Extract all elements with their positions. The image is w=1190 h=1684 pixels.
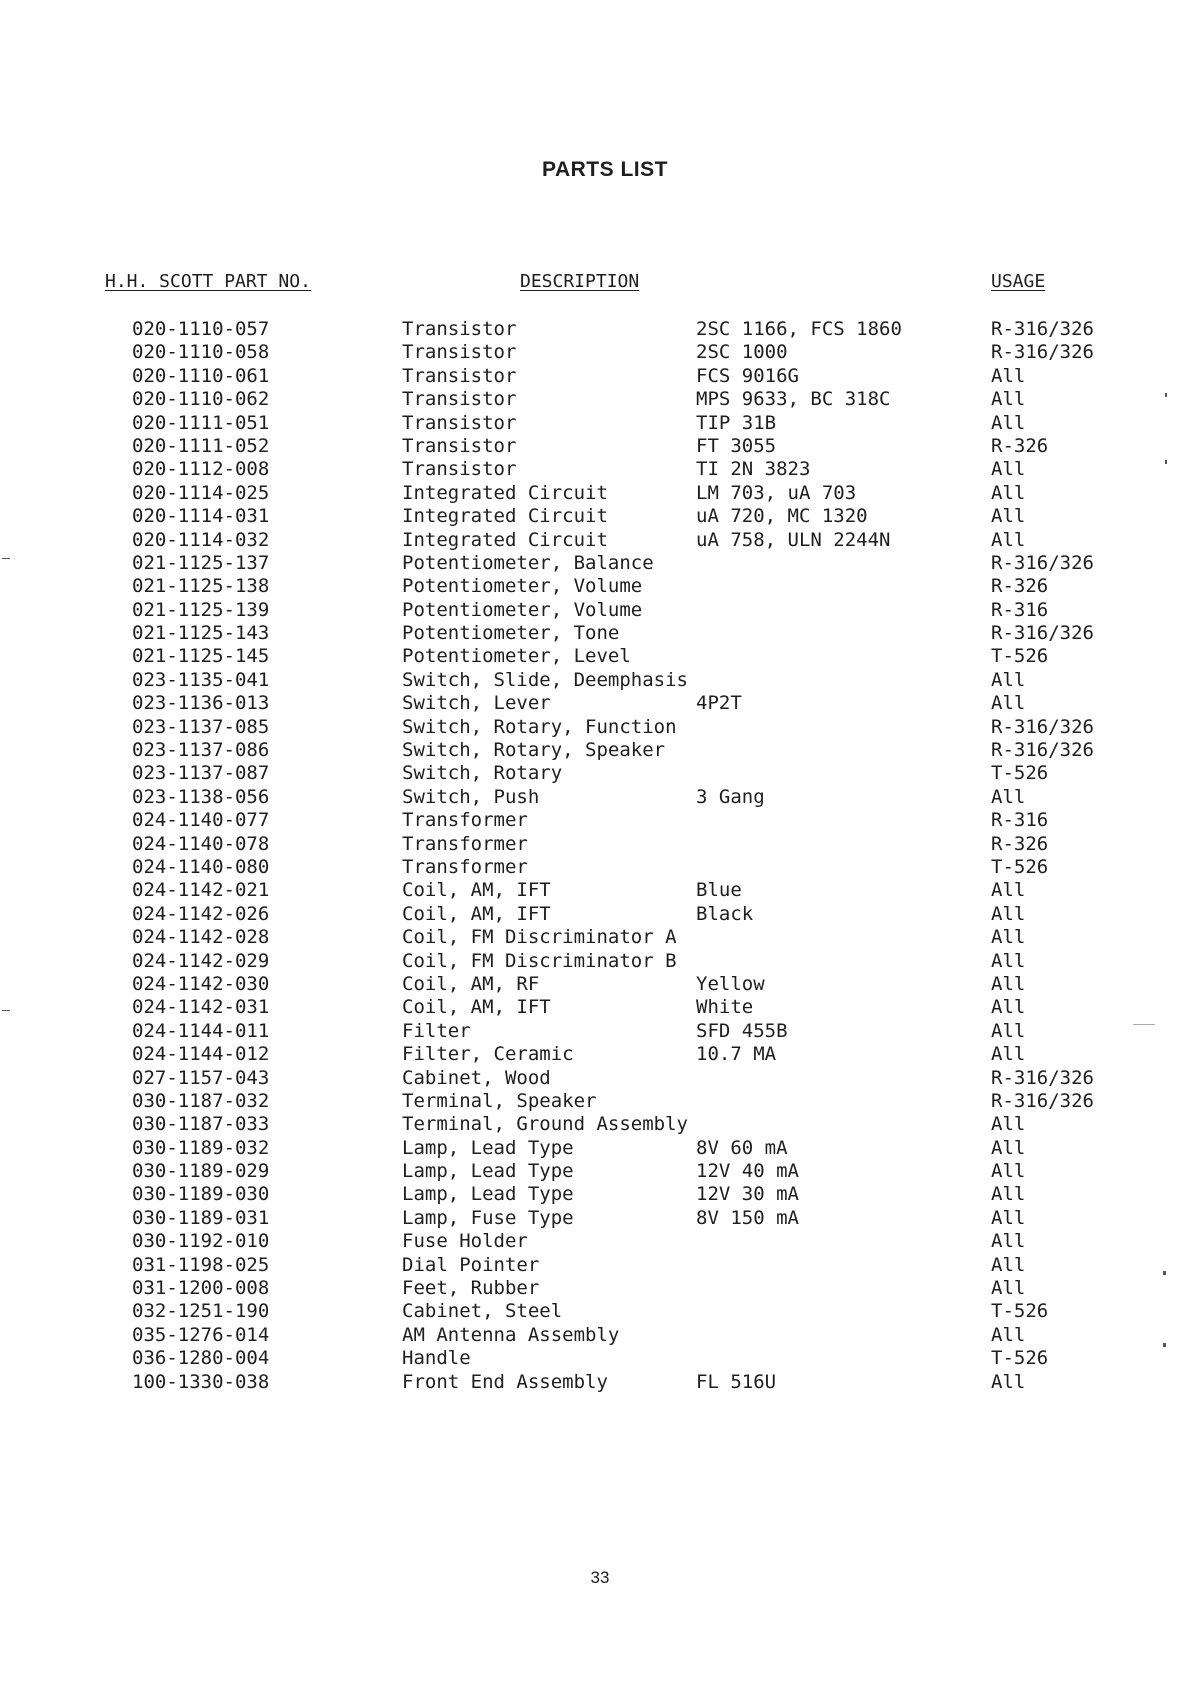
usage: T-526 [991,1347,1049,1370]
specification: 12V 40 mA [696,1160,799,1183]
part-number: 036-1280-004 [132,1347,270,1370]
part-number: 032-1251-190 [132,1300,270,1323]
specification: 2SC 1000 [696,341,788,364]
description: Transistor [402,341,517,364]
description: Potentiometer, Level [402,645,631,668]
table-row [0,879,1190,902]
usage: All [991,458,1026,481]
specification: 8V 60 mA [696,1136,788,1159]
usage: All [991,692,1026,715]
specification: White [696,996,754,1019]
usage: All [991,528,1026,551]
table-row [0,1067,1190,1090]
description: Switch, Rotary, Speaker [402,739,666,762]
table-row [0,458,1190,481]
specification: Black [696,902,754,925]
part-number: 031-1198-025 [132,1253,270,1276]
scan-speck [1165,460,1167,464]
description: Switch, Rotary [402,762,563,785]
part-number: 020-1114-031 [132,505,270,528]
description: Potentiometer, Volume [402,598,643,621]
table-row [0,645,1190,668]
table-row [0,996,1190,1019]
specification: FT 3055 [696,434,777,457]
table-row [0,903,1190,926]
table-row [0,599,1190,622]
table-row [0,505,1190,528]
usage: T-526 [991,645,1049,668]
description: Filter, Ceramic [402,1043,574,1066]
description: Coil, AM, IFT [402,879,551,902]
table-row [0,786,1190,809]
table-row [0,482,1190,505]
table-row [0,1371,1190,1394]
usage: All [991,996,1026,1019]
usage: R-316/326 [991,715,1094,738]
description: Coil, FM Discriminator A [402,926,677,949]
part-number: 024-1140-077 [132,809,270,832]
table-row [0,529,1190,552]
part-number: 020-1110-062 [132,388,270,411]
part-number: 023-1136-013 [132,692,270,715]
parts-table [0,318,1190,1394]
specification: SFD 455B [696,1019,788,1042]
part-number: 023-1138-056 [132,785,270,808]
scan-speck [1165,393,1167,397]
description: Transistor [402,411,517,434]
specification: TIP 31B [696,411,777,434]
part-number: 027-1157-043 [132,1066,270,1089]
specification: LM 703, uA 703 [696,481,857,504]
usage: All [991,1253,1026,1276]
part-number: 021-1125-137 [132,551,270,574]
scan-speck [1163,1343,1166,1347]
scan-speck [1133,1024,1155,1025]
usage: All [991,879,1026,902]
usage: All [991,1160,1026,1183]
description: Coil, AM, IFT [402,902,551,925]
part-number: 024-1142-026 [132,902,270,925]
part-number: 023-1137-087 [132,762,270,785]
scan-speck [2,1010,10,1011]
part-number: 030-1189-031 [132,1206,270,1229]
usage: All [991,1230,1026,1253]
usage: All [991,1370,1026,1393]
usage: R-326 [991,575,1049,598]
description: Integrated Circuit [402,481,608,504]
part-number: 024-1140-080 [132,855,270,878]
part-number: 030-1189-030 [132,1183,270,1206]
description: Integrated Circuit [402,528,608,551]
part-number: 021-1125-139 [132,598,270,621]
table-row [0,435,1190,458]
table-row [0,1090,1190,1113]
part-number: 035-1276-014 [132,1323,270,1346]
specification: Blue [696,879,742,902]
specification: TI 2N 3823 [696,458,811,481]
usage: All [991,972,1026,995]
scan-speck [1163,1271,1166,1275]
usage: All [991,1043,1026,1066]
table-row [0,622,1190,645]
part-number: 031-1200-008 [132,1277,270,1300]
usage: All [991,481,1026,504]
part-number: 020-1110-061 [132,364,270,387]
part-number: 020-1114-032 [132,528,270,551]
part-number: 024-1142-031 [132,996,270,1019]
specification: 4P2T [696,692,742,715]
specification: FCS 9016G [696,364,799,387]
usage: R-316/326 [991,318,1094,340]
specification: Yellow [696,972,765,995]
usage: R-316/326 [991,1089,1094,1112]
description: Terminal, Speaker [402,1089,597,1112]
table-row [0,1183,1190,1206]
part-number: 024-1142-021 [132,879,270,902]
part-number: 021-1125-143 [132,622,270,645]
table-row [0,1113,1190,1136]
description: Feet, Rubber [402,1277,540,1300]
description: Transistor [402,434,517,457]
description: Coil, FM Discriminator B [402,949,677,972]
description: Transformer [402,832,528,855]
part-number: 020-1111-052 [132,434,270,457]
usage: R-316/326 [991,341,1094,364]
table-row [0,692,1190,715]
part-number: 020-1111-051 [132,411,270,434]
part-number: 024-1142-029 [132,949,270,972]
specification: 8V 150 mA [696,1206,799,1229]
specification: uA 758, ULN 2244N [696,528,891,551]
usage: All [991,902,1026,925]
description: Potentiometer, Balance [402,551,654,574]
table-row [0,762,1190,785]
scan-speck [2,558,10,559]
part-number: 030-1189-029 [132,1160,270,1183]
description: Dial Pointer [402,1253,540,1276]
description: Integrated Circuit [402,505,608,528]
part-number: 023-1137-086 [132,739,270,762]
description: Coil, AM, IFT [402,996,551,1019]
part-number: 100-1330-038 [132,1370,270,1393]
part-number: 020-1110-058 [132,341,270,364]
table-row [0,1254,1190,1277]
description: Transistor [402,458,517,481]
usage: All [991,926,1026,949]
table-row [0,412,1190,435]
table-row [0,1207,1190,1230]
specification: 12V 30 mA [696,1183,799,1206]
part-number: 020-1110-057 [132,318,270,340]
specification: 10.7 MA [696,1043,777,1066]
description: Transformer [402,855,528,878]
usage: All [991,949,1026,972]
description: Coil, AM, RF [402,972,540,995]
part-number: 024-1142-028 [132,926,270,949]
specification: uA 720, MC 1320 [696,505,868,528]
table-row [0,973,1190,996]
table-row [0,856,1190,879]
usage: All [991,1277,1026,1300]
table-row [0,669,1190,692]
table-row [0,1020,1190,1043]
part-number: 030-1189-032 [132,1136,270,1159]
description: AM Antenna Assembly [402,1323,620,1346]
header-description: DESCRIPTION [520,271,640,292]
usage: All [991,1136,1026,1159]
description: Potentiometer, Tone [402,622,620,645]
table-row [0,1137,1190,1160]
usage: R-316 [991,809,1049,832]
table-row [0,809,1190,832]
table-row [0,318,1190,341]
part-number: 021-1125-145 [132,645,270,668]
header-part-no: H.H. SCOTT PART NO. [105,271,311,292]
description: Transistor [402,388,517,411]
table-row [0,833,1190,856]
usage: All [991,1183,1026,1206]
usage: All [991,1206,1026,1229]
usage: All [991,1323,1026,1346]
usage: R-326 [991,434,1049,457]
description: Fuse Holder [402,1230,528,1253]
table-row [0,926,1190,949]
description: Transistor [402,318,517,340]
part-number: 030-1187-032 [132,1089,270,1112]
usage: All [991,505,1026,528]
page-title: PARTS LIST [542,158,668,181]
table-row [0,1277,1190,1300]
description: Transformer [402,809,528,832]
specification: FL 516U [696,1370,777,1393]
part-number: 021-1125-138 [132,575,270,598]
part-number: 020-1114-025 [132,481,270,504]
usage: All [991,668,1026,691]
table-row [0,1043,1190,1066]
description: Lamp, Lead Type [402,1160,574,1183]
description: Lamp, Lead Type [402,1136,574,1159]
description: Switch, Rotary, Function [402,715,677,738]
usage: All [991,1113,1026,1136]
table-row [0,1160,1190,1183]
usage: All [991,785,1026,808]
table-row [0,1300,1190,1323]
part-number: 024-1144-012 [132,1043,270,1066]
usage: All [991,411,1026,434]
usage: T-526 [991,762,1049,785]
usage: R-316/326 [991,622,1094,645]
description: Switch, Lever [402,692,551,715]
description: Cabinet, Wood [402,1066,551,1089]
table-row [0,552,1190,575]
usage: R-316/326 [991,551,1094,574]
usage: R-316/326 [991,1066,1094,1089]
description: Terminal, Ground Assembly [402,1113,688,1136]
description: Filter [402,1019,471,1042]
table-row [0,739,1190,762]
table-row [0,716,1190,739]
description: Lamp, Lead Type [402,1183,574,1206]
description: Switch, Slide, Deemphasis [402,668,688,691]
usage: All [991,388,1026,411]
page-number: 33 [590,1568,610,1587]
table-row [0,950,1190,973]
part-number: 024-1140-078 [132,832,270,855]
specification: 3 Gang [696,785,765,808]
usage: R-326 [991,832,1049,855]
part-number: 030-1192-010 [132,1230,270,1253]
description: Potentiometer, Volume [402,575,643,598]
usage: T-526 [991,1300,1049,1323]
part-number: 023-1135-041 [132,668,270,691]
table-row [0,1347,1190,1370]
usage: R-316 [991,598,1049,621]
table-row [0,365,1190,388]
description: Handle [402,1347,471,1370]
usage: T-526 [991,855,1049,878]
description: Switch, Push [402,785,540,808]
table-row [0,388,1190,411]
part-number: 030-1187-033 [132,1113,270,1136]
description: Transistor [402,364,517,387]
part-number: 024-1144-011 [132,1019,270,1042]
part-number: 023-1137-085 [132,715,270,738]
description: Front End Assembly [402,1370,608,1393]
table-row [0,341,1190,364]
description: Lamp, Fuse Type [402,1206,574,1229]
specification: MPS 9633, BC 318C [696,388,891,411]
usage: All [991,1019,1026,1042]
description: Cabinet, Steel [402,1300,563,1323]
table-row [0,1324,1190,1347]
usage: All [991,364,1026,387]
part-number: 020-1112-008 [132,458,270,481]
usage: R-316/326 [991,739,1094,762]
table-row [0,1230,1190,1253]
header-usage: USAGE [991,271,1046,292]
specification: 2SC 1166, FCS 1860 [696,318,902,340]
part-number: 024-1142-030 [132,972,270,995]
table-row [0,575,1190,598]
